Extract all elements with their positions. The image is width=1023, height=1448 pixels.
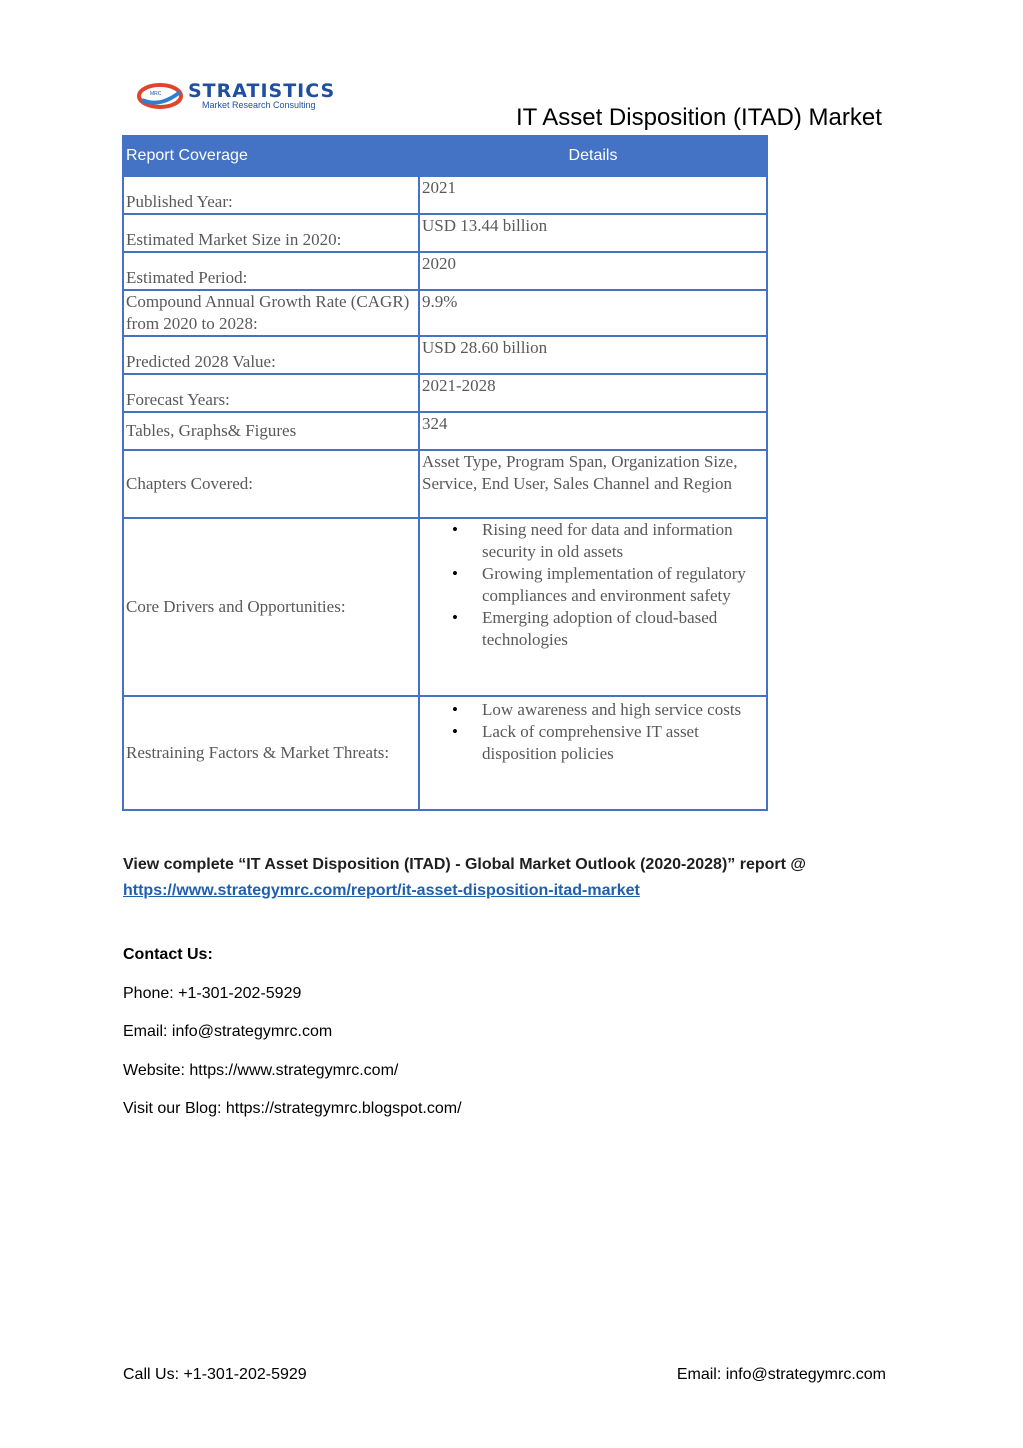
logo-wordmark: STRATISTICS: [188, 80, 336, 102]
drivers-cell: [419, 518, 767, 696]
logo-subtitle: Market Research Consulting: [202, 100, 316, 110]
list-item: • Lack of comprehensive IT asset disposition policies: [482, 721, 764, 765]
report-link[interactable]: https://www.strategymrc.com/report/it-asset-disposition-itad-market: [123, 882, 640, 899]
contact-website: Website: https://www.strategymrc.com/: [123, 1062, 399, 1079]
row-value: 2021: [419, 176, 767, 214]
row-value: 324: [419, 412, 767, 450]
table-header-row: [123, 136, 767, 176]
report-coverage-table: [122, 135, 768, 811]
row-label: Published Year:: [123, 176, 419, 214]
footer-email: Email: info@strategymrc.com: [676, 1366, 886, 1383]
drivers-list: [422, 519, 764, 651]
row-label: Compound Annual Growth Rate (CAGR) from 2020 to 2028:: [123, 290, 419, 336]
table-row: [123, 518, 767, 696]
row-value: USD 13.44 billion: [419, 214, 767, 252]
table-row: [123, 214, 767, 252]
table-row: [123, 176, 767, 214]
view-report-text: View complete “IT Asset Disposition (ITAD) - Global Market Outlook (2020-2028)” report @: [123, 856, 806, 873]
table-row: [123, 374, 767, 412]
table-row: [123, 696, 767, 810]
footer-call: Call Us: +1-301-202-5929: [123, 1366, 307, 1383]
table-row: [123, 412, 767, 450]
drivers-label: Core Drivers and Opportunities:: [123, 518, 419, 696]
list-item: • Rising need for data and information security in old assets: [482, 519, 764, 563]
list-item: • Low awareness and high service costs: [482, 699, 764, 721]
row-label: Forecast Years:: [123, 374, 419, 412]
contact-phone: Phone: +1-301-202-5929: [123, 985, 302, 1002]
row-value: 9.9%: [419, 290, 767, 336]
threats-list: [422, 699, 764, 765]
company-logo: [136, 78, 351, 114]
logo-swoosh-icon: [136, 78, 186, 114]
page-title: IT Asset Disposition (ITAD) Market: [516, 104, 882, 131]
row-value: USD 28.60 billion: [419, 336, 767, 374]
contact-blog: Visit our Blog: https://strategymrc.blogspot.com/: [123, 1100, 462, 1117]
row-label: Estimated Period:: [123, 252, 419, 290]
threats-cell: [419, 696, 767, 810]
table-row: [123, 336, 767, 374]
row-label: Chapters Covered:: [123, 450, 419, 518]
row-value: 2021-2028: [419, 374, 767, 412]
header-report-coverage: Report Coverage: [123, 136, 419, 176]
list-item: • Emerging adoption of cloud-based technologies: [482, 607, 764, 651]
row-label: Estimated Market Size in 2020:: [123, 214, 419, 252]
row-label: Tables, Graphs& Figures: [123, 412, 419, 450]
contact-email: Email: info@strategymrc.com: [123, 1023, 333, 1040]
row-value: Asset Type, Program Span, Organization Size, Service, End User, Sales Channel and Region: [419, 450, 767, 518]
threats-label: Restraining Factors & Market Threats:: [123, 696, 419, 810]
table-row: [123, 290, 767, 336]
header-details: Details: [419, 136, 767, 176]
svg-text:MRC: MRC: [150, 91, 162, 97]
row-value: 2020: [419, 252, 767, 290]
list-item: • Growing implementation of regulatory compliances and environment safety: [482, 563, 764, 607]
table-row: [123, 450, 767, 518]
row-label: Predicted 2028 Value:: [123, 336, 419, 374]
contact-heading: Contact Us:: [123, 946, 213, 963]
table-row: [123, 252, 767, 290]
